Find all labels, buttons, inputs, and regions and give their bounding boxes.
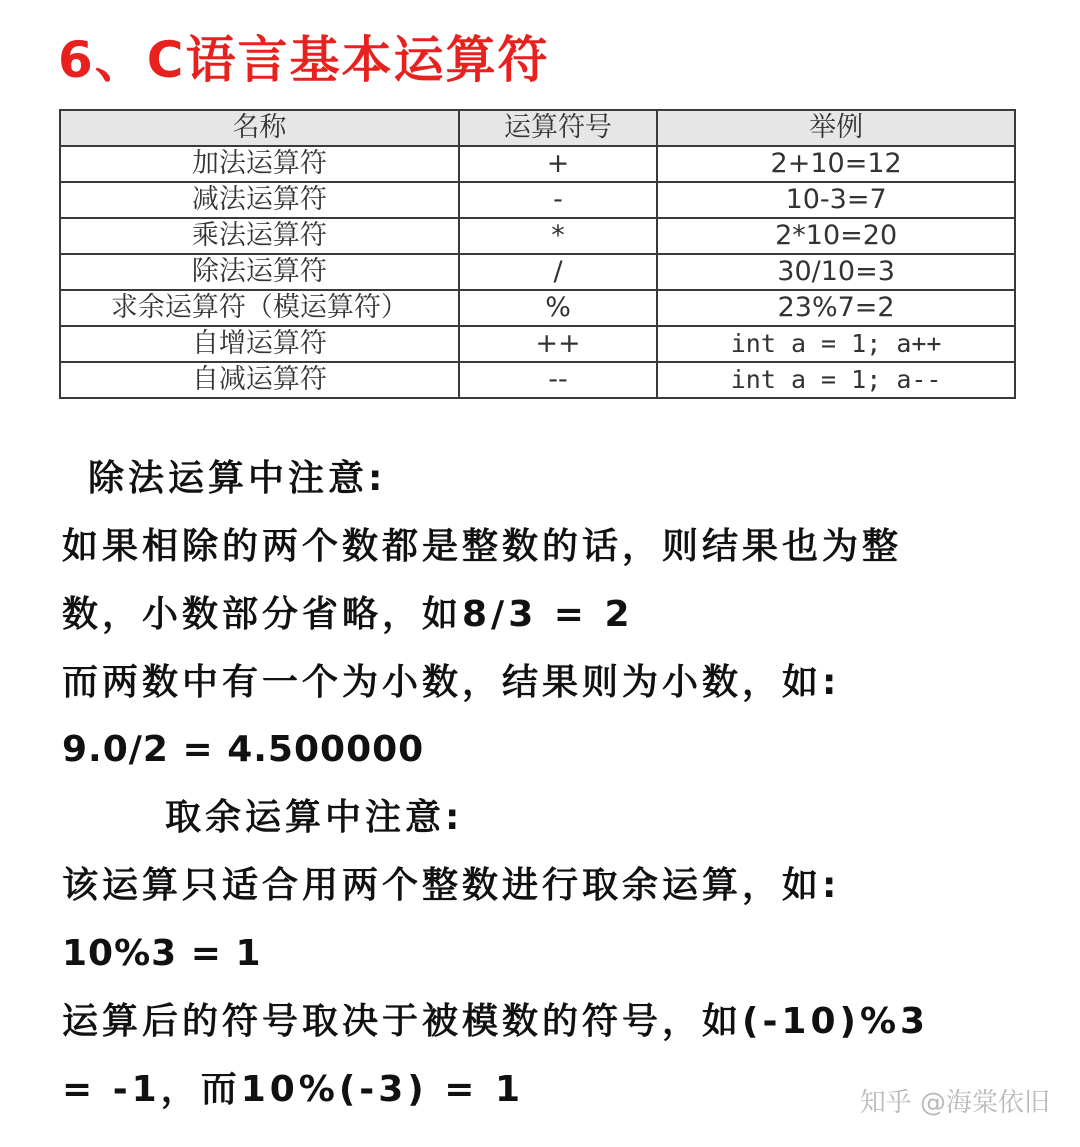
table-row: [60, 182, 1015, 218]
operator-name: 自减运算符: [60, 362, 459, 398]
operator-symbol: %: [459, 290, 657, 326]
table-row: [60, 362, 1015, 398]
operator-symbol: +: [459, 146, 657, 182]
header-symbol: 运算符号: [459, 110, 657, 146]
operator-name: 减法运算符: [60, 182, 459, 218]
modulo-line-2: 10%3 = 1: [62, 933, 262, 974]
operator-example: 2+10=12: [657, 146, 1015, 182]
operator-name: 求余运算符（模运算符）: [60, 290, 459, 326]
modulo-line-1: 该运算只适合用两个整数进行取余运算，如:: [62, 865, 841, 906]
operator-example: 2*10=20: [657, 218, 1015, 254]
division-line-3: 而两数中有一个为小数，结果则为小数，如:: [62, 662, 841, 703]
operator-example: 10-3=7: [657, 182, 1015, 218]
modulo-line-4: = -1，而10%(-3) = 1: [62, 1069, 525, 1110]
modulo-line-3: 运算后的符号取决于被模数的符号，如(-10)%3: [62, 1001, 930, 1042]
operator-example: 30/10=3: [657, 254, 1015, 290]
table-row: [60, 290, 1015, 326]
operator-example: int a = 1; a--: [657, 362, 1015, 398]
page-title: 6、C语言基本运算符: [58, 31, 550, 89]
header-example: 举例: [657, 110, 1015, 146]
operator-name: 除法运算符: [60, 254, 459, 290]
watermark: 知乎 @海棠依旧: [859, 1088, 1050, 1118]
table-row: [60, 146, 1015, 182]
operator-table: [59, 109, 1016, 399]
operator-symbol: /: [459, 254, 657, 290]
operator-example: 23%7=2: [657, 290, 1015, 326]
operator-name: 加法运算符: [60, 146, 459, 182]
header-name: 名称: [60, 110, 459, 146]
operator-name: 自增运算符: [60, 326, 459, 362]
division-line-1: 如果相除的两个数都是整数的话，则结果也为整: [62, 526, 903, 567]
operator-symbol: --: [459, 362, 657, 398]
division-line-2: 数，小数部分省略，如8/3 = 2: [62, 594, 634, 635]
table-row: [60, 218, 1015, 254]
table-row: [60, 326, 1015, 362]
operator-symbol: *: [459, 218, 657, 254]
division-line-4: 9.0/2 = 4.500000: [62, 729, 425, 770]
modulo-heading: 取余运算中注意:: [165, 797, 464, 838]
operator-name: 乘法运算符: [60, 218, 459, 254]
operator-symbol: -: [459, 182, 657, 218]
table-header-row: [60, 110, 1015, 146]
division-heading: 除法运算中注意:: [88, 458, 387, 499]
table-row: [60, 254, 1015, 290]
operator-example: int a = 1; a++: [657, 326, 1015, 362]
operator-symbol: ++: [459, 326, 657, 362]
